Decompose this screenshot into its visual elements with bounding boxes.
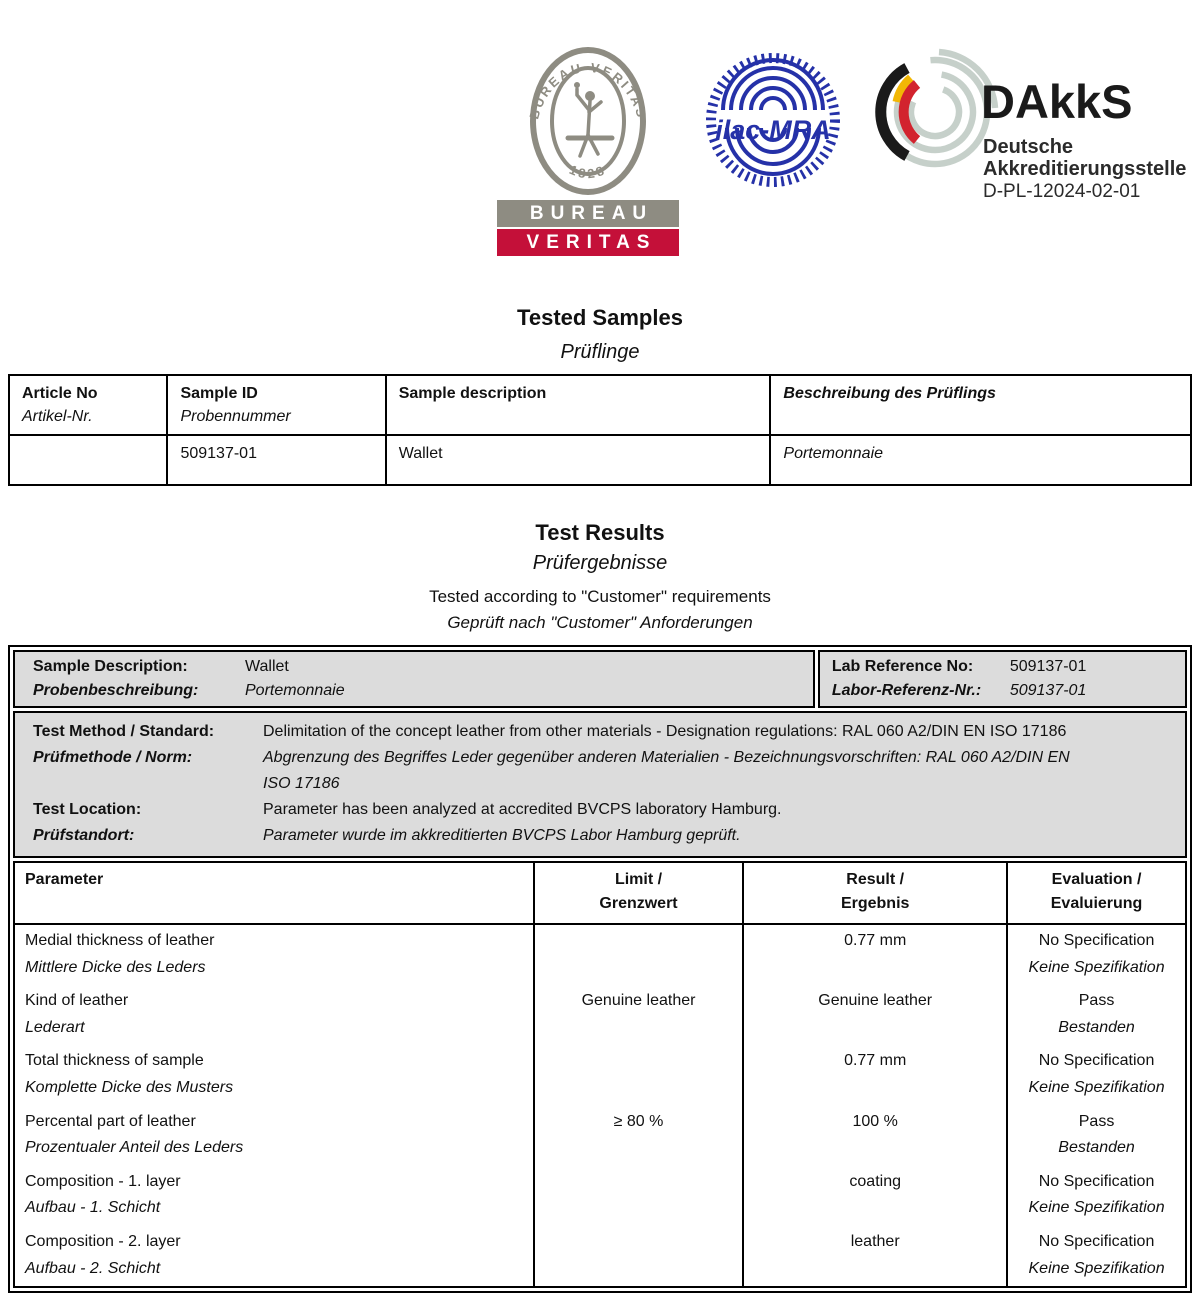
test-location-label-en: Test Location: — [33, 801, 142, 818]
limit-cell: Genuine leather — [535, 985, 745, 1045]
lab-reference-label-en: Lab Reference No: — [831, 658, 974, 675]
lab-reference-value-en: 509137-01 — [1009, 658, 1087, 675]
param-cell: Medial thickness of leather Mittlere Dicke des Leders — [15, 925, 535, 985]
lab-reference-box — [818, 650, 1187, 708]
tested-samples-title: Tested Samples — [517, 305, 683, 330]
sample-description-label-de: Probenbeschreibung: — [33, 682, 199, 699]
test-method-label-de: Prüfmethode / Norm: — [33, 749, 193, 766]
sample-description-label-en: Sample Description: — [33, 658, 188, 675]
result-cell: Genuine leather — [744, 985, 1008, 1045]
bureau-veritas-wordmark-bureau: BUREAU — [497, 200, 679, 227]
param-cell: Kind of leather Lederart — [15, 985, 535, 1045]
column-header-result: Result / Ergebnis — [744, 863, 1008, 925]
evaluation-cell: Pass Bestanden — [1058, 992, 1135, 1036]
test-results-subtitle: Prüfergebnisse — [532, 552, 668, 574]
logo-header — [0, 0, 1200, 265]
param-cell: Percental part of leather Prozentualer Anteil des Leders — [15, 1106, 535, 1166]
param-cell: Composition - 1. layer Aufbau - 1. Schicht — [15, 1166, 535, 1226]
evaluation-cell: No Specification Keine Spezifikation — [1028, 932, 1165, 976]
test-method-label-en: Test Method / Standard: — [33, 723, 215, 740]
limit-cell — [535, 1226, 745, 1286]
column-header-sample-description: Sample description — [387, 376, 772, 436]
sample-info-row — [13, 650, 1187, 708]
ilac-mra-text: ilac-MRA — [715, 115, 831, 145]
test-method-value-en: Delimitation of the concept leather from other materials - Designation regulations: RAL 060 A2/DIN EN ISO 17186 — [263, 723, 1067, 740]
param-cell: Total thickness of sample Komplette Dicke des Musters — [15, 1045, 535, 1105]
param-cell: Composition - 2. layer Aufbau - 2. Schicht — [15, 1226, 535, 1286]
cell-description-de: Portemonnaie — [783, 445, 884, 462]
cell-description-en: Wallet — [387, 436, 772, 484]
bureau-veritas-figure-icon — [568, 82, 612, 156]
sample-description-value-de: Portemonnaie — [245, 682, 345, 699]
bureau-veritas-arc-text: BUREAU VERITAS — [526, 59, 650, 121]
cell-sample-id: 509137-01 — [168, 436, 386, 484]
dakks-subtitle-block — [983, 136, 1186, 203]
cell-article-no — [10, 436, 168, 484]
column-header-article-no: Article No Artikel-Nr. — [10, 376, 168, 436]
column-header-beschreibung: Beschreibung des Prüflings — [771, 376, 1190, 436]
dakks-logo — [853, 46, 1200, 216]
tested-samples-table — [8, 374, 1192, 486]
sample-description-box — [13, 650, 815, 708]
test-location-label-de: Prüfstandort: — [33, 827, 135, 844]
parameter-table — [13, 861, 1187, 1288]
limit-cell: ≥ 80 % — [535, 1106, 745, 1166]
result-cell: 0.77 mm — [744, 925, 1008, 985]
method-location-box — [13, 711, 1187, 858]
dakks-accreditation-number: D-PL-12024-02-01 — [983, 181, 1141, 202]
sample-description-value-en: Wallet — [245, 658, 289, 675]
test-location-value-en: Parameter has been analyzed at accredited BVCPS laboratory Hamburg. — [263, 801, 782, 818]
test-method-value-de: Abgrenzung des Begriffes Leder gegenüber anderen Materialien - Bezeichnungsvorschriften: RAL 060 A2/DIN EN ISO 17186 — [263, 749, 1070, 792]
column-header-parameter: Parameter — [15, 863, 535, 925]
bureau-veritas-year-text: 1828 — [567, 161, 609, 182]
bureau-veritas-emblem-icon — [518, 44, 658, 198]
ilac-mra-logo-icon — [703, 50, 843, 190]
lab-reference-label-de: Labor-Referenz-Nr.: — [831, 682, 982, 699]
evaluation-cell: Pass Bestanden — [1058, 1112, 1135, 1157]
limit-cell — [535, 1045, 745, 1105]
bureau-veritas-logo — [497, 44, 679, 256]
dakks-subtitle-line2: Akkreditierungsstelle — [983, 158, 1187, 180]
column-header-limit: Limit / Grenzwert — [535, 863, 745, 925]
result-cell: coating — [744, 1166, 1008, 1226]
column-header-evaluation: Evaluation / Evaluierung — [1008, 863, 1185, 925]
test-location-value-de: Parameter wurde im akkreditierten BVCPS Labor Hamburg geprüft. — [263, 827, 741, 844]
evaluation-cell: No Specification Keine Spezifikation — [1028, 1052, 1165, 1096]
test-location-row — [33, 797, 1185, 849]
test-results-title: Test Results — [535, 520, 665, 545]
test-method-row — [33, 719, 1185, 797]
tested-according-line: Tested according to "Customer" requirements — [429, 587, 771, 606]
tested-samples-subtitle: Prüflinge — [560, 341, 640, 363]
dakks-wordmark: DAkkS — [981, 75, 1133, 128]
dakks-subtitle-line1: Deutsche — [983, 136, 1074, 158]
geprueft-nach-line: Geprüft nach "Customer" Anforderungen — [447, 613, 753, 632]
result-cell: 0.77 mm — [744, 1045, 1008, 1105]
lab-reference-value-de: 509137-01 — [1009, 682, 1087, 699]
bureau-veritas-wordmark-veritas: VERITAS — [497, 229, 679, 256]
evaluation-cell: No Specification Keine Spezifikation — [1028, 1232, 1165, 1277]
result-cell: 100 % — [744, 1106, 1008, 1166]
result-cell: leather — [744, 1226, 1008, 1286]
evaluation-cell: No Specification Keine Spezifikation — [1028, 1172, 1165, 1217]
limit-cell — [535, 1166, 745, 1226]
test-results-block — [8, 645, 1192, 1293]
limit-cell — [535, 925, 745, 985]
svg-text:1828 — [567, 162, 609, 182]
column-header-sample-id: Sample ID Probennummer — [168, 376, 386, 436]
